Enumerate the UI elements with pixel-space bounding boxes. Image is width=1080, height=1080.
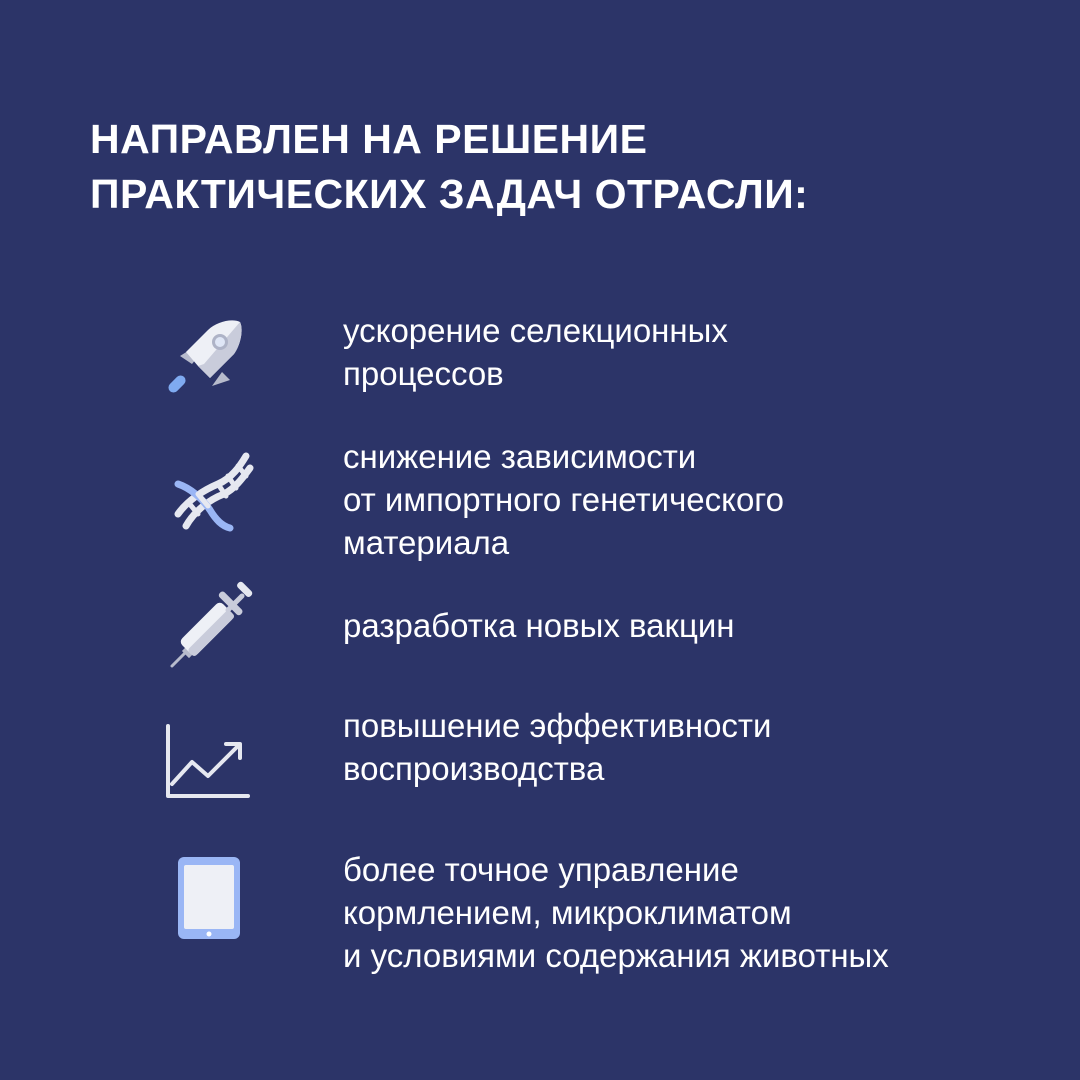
growth-chart-icon xyxy=(158,720,258,820)
syringe-icon xyxy=(158,580,258,680)
list-item-3 xyxy=(343,604,735,647)
list-item-2-line-1: снижение зависимости xyxy=(343,438,697,475)
tablet-icon xyxy=(158,855,258,955)
list-item-5-line-3: и условиями содержания животных xyxy=(343,937,889,974)
list-item-5-line-2: кормлением, микроклиматом xyxy=(343,894,792,931)
list-item-5-line-1: более точное управление xyxy=(343,851,739,888)
list-item-4-line-1: повышение эффективности xyxy=(343,707,772,744)
list-item-1-line-1: ускорение селекционных xyxy=(343,312,728,349)
list-item-1 xyxy=(343,309,728,395)
page-title xyxy=(90,112,808,222)
list-item-4 xyxy=(343,704,771,790)
rocket-icon xyxy=(158,306,258,406)
list-item-5 xyxy=(343,848,889,977)
list-item-4-line-2: воспроизводства xyxy=(343,750,605,787)
page-title-line-1: НАПРАВЛЕН НА РЕШЕНИЕ xyxy=(90,116,648,162)
page-title-line-2: ПРАКТИЧЕСКИХ ЗАДАЧ ОТРАСЛИ: xyxy=(90,171,809,217)
list-item-2-line-2: от импортного генетического xyxy=(343,481,784,518)
list-item-3-line-1: разработка новых вакцин xyxy=(343,607,735,644)
list-item-1-line-2: процессов xyxy=(343,355,504,392)
dna-icon xyxy=(158,440,258,540)
list-item-2-line-3: материала xyxy=(343,524,510,561)
list-item-2 xyxy=(343,435,784,564)
